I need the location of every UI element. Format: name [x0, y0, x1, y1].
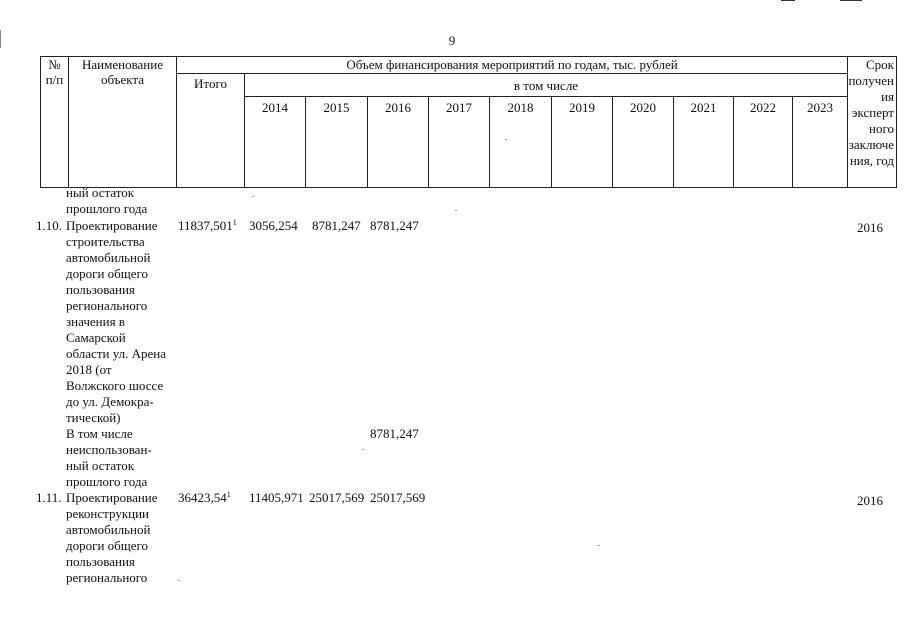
- header-year: 2014: [245, 97, 306, 188]
- row-total-footnote: 1: [226, 490, 231, 499]
- row-total-footnote: 1: [232, 218, 237, 227]
- row-name-line: регионального: [66, 570, 148, 585]
- row-name-line: регионального: [66, 298, 148, 313]
- row-name-line: ный остаток: [66, 185, 135, 200]
- scan-speck: [362, 449, 364, 450]
- row-name-line: области ул. Арена: [66, 346, 167, 361]
- row-name-line: Самарской: [66, 330, 126, 345]
- row-name-line: тической): [66, 410, 121, 425]
- scan-speck: [505, 139, 507, 140]
- row-name-line: неиспользован-: [66, 442, 152, 457]
- header-year: 2019: [552, 97, 613, 188]
- header-col-total: Итого: [177, 74, 245, 188]
- row-name-line: автомобильной: [66, 250, 151, 265]
- row-name-line: строительства: [66, 234, 145, 249]
- header-year: 2021: [674, 97, 734, 188]
- row-name-line: автомобильной: [66, 522, 151, 537]
- header-year: 2015: [306, 97, 368, 188]
- row-name-line: до ул. Демокра-: [66, 394, 154, 409]
- row-total: [178, 490, 231, 506]
- row-name-line: пользования: [66, 554, 135, 569]
- scan-speck: [252, 196, 254, 197]
- header-year: 2018: [490, 97, 552, 188]
- row-name-line: 2018 (от: [66, 362, 112, 377]
- scan-speck: [178, 580, 180, 581]
- header-year: 2020: [613, 97, 674, 188]
- row-name-line: прошлого года: [66, 474, 148, 489]
- row-value-2016: 25017,569: [370, 490, 426, 505]
- header-col-deadline: Срок получения экспертного заключения, год: [848, 57, 897, 188]
- row-total: [178, 218, 237, 234]
- row-name-line: прошлого года: [66, 201, 148, 216]
- row-value-2015: 8781,247: [312, 218, 361, 233]
- row-name-line: В том числе: [66, 426, 133, 441]
- scan-speck: [455, 210, 457, 211]
- header-col-number: № п/п: [41, 57, 69, 188]
- row-name-line: ный остаток: [66, 458, 135, 473]
- header-year: 2022: [734, 97, 793, 188]
- row-total-value: 11837,501: [178, 218, 233, 233]
- row-name-line: реконструкции: [66, 506, 150, 521]
- row-name: [66, 426, 174, 490]
- row-name: [66, 490, 174, 586]
- header-year: 2016: [368, 97, 429, 188]
- row-total-value: 36423,54: [178, 490, 227, 505]
- row-value-2016: 8781,247: [370, 218, 419, 233]
- header-col-financing: Объем финансирования мероприятий по годам, тыс. рублей: [177, 57, 848, 74]
- row-name-line: Проектирование: [66, 490, 158, 505]
- header-year: 2023: [793, 97, 848, 188]
- row-name-line: пользования: [66, 282, 135, 297]
- page-number: 9: [448, 33, 456, 48]
- header-col-name: Наименование объекта: [69, 57, 177, 188]
- row-deadline: 2016: [857, 493, 883, 508]
- row-deadline: 2016: [857, 220, 883, 235]
- row-name: [66, 185, 174, 217]
- row-number: 1.11.: [36, 490, 62, 505]
- scan-speck: [598, 545, 600, 546]
- row-name-line: дороги общего: [66, 266, 149, 281]
- header-col-including: в том числе: [245, 74, 848, 97]
- header-year: 2017: [429, 97, 490, 188]
- row-name: [66, 218, 174, 426]
- row-name-line: Волжского шоссе: [66, 378, 164, 393]
- row-value-2015: 25017,569: [309, 490, 365, 505]
- row-value-2014: 3056,254: [249, 218, 298, 233]
- row-number: 1.10.: [36, 218, 62, 233]
- row-value-2014: 11405,971: [249, 490, 304, 505]
- row-value-2016: 8781,247: [370, 426, 419, 441]
- row-name-line: дороги общего: [66, 538, 149, 553]
- row-name-line: Проектирование: [66, 218, 158, 233]
- row-name-line: значения в: [66, 314, 125, 329]
